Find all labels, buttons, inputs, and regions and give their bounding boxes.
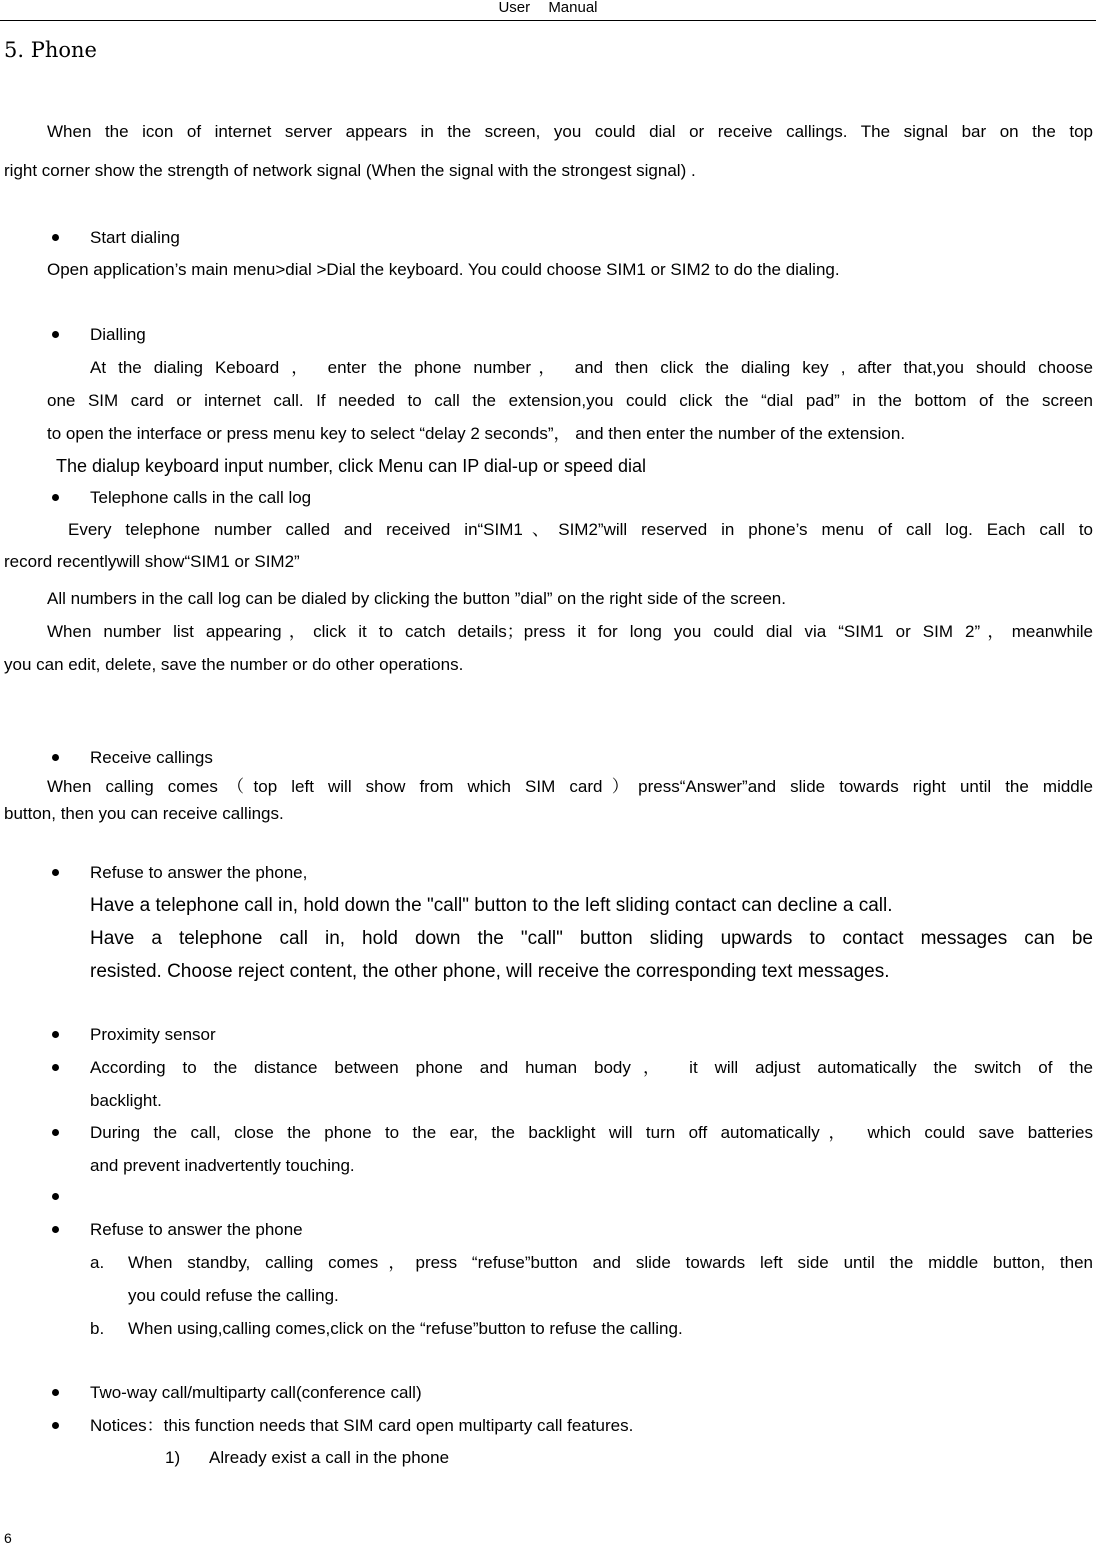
receive-heading: Receive callings xyxy=(90,748,213,767)
refuse2-a-line-2: you could refuse the calling. xyxy=(128,1286,339,1305)
call-log-line-3: All numbers in the call log can be dialed by clicking the button ”dial” on the right side of the screen. xyxy=(47,589,786,608)
refuse-heading: Refuse to answer the phone, xyxy=(90,863,308,882)
list-marker-b: b. xyxy=(90,1319,105,1338)
refuse2-a-line-1: When standby, calling comes，press “refuse”button and slide towards left side until the middle button, then xyxy=(128,1253,1093,1272)
multiparty-notice: Notices：this function needs that SIM card open multiparty call features. xyxy=(90,1416,634,1435)
bullet-icon xyxy=(52,1226,59,1233)
proximity-item-2-line-2: and prevent inadvertently touching. xyxy=(90,1156,355,1175)
dialling-note: The dialup keyboard input number, click Menu can IP dial-up or speed dial xyxy=(56,456,647,476)
dialling-line-3: to open the interface or press menu key to select “delay 2 seconds”， and then enter the number of the extension. xyxy=(47,424,906,443)
refuse-line-1: Have a telephone call in, hold down the "call" button to the left sliding contact can decline a call. xyxy=(90,895,893,916)
refuse-line-3: resisted. Choose reject content, the other phone, will receive the corresponding text messages. xyxy=(90,961,890,982)
call-log-line-1: Every telephone number called and received in“SIM1、SIM2”will reserved in phone’s menu of call log. Each call to xyxy=(68,520,1093,539)
call-log-heading: Telephone calls in the call log xyxy=(90,488,312,507)
intro-line-1: When the icon of internet server appears in the screen, you could dial or receive callings. The signal bar on the top xyxy=(47,122,1093,141)
bullet-icon xyxy=(52,754,59,761)
call-log-line-4: When number list appearing，click it to catch details；press it for long you could dial via “SIM1 or SIM 2”，meanwhile xyxy=(47,622,1093,641)
refuse-line-2: Have a telephone call in, hold down the "call" button sliding upwards to contact messages can be xyxy=(90,928,1093,949)
bullet-icon xyxy=(52,1129,59,1136)
bullet-icon xyxy=(52,869,59,876)
proximity-heading: Proximity sensor xyxy=(90,1025,216,1044)
proximity-item-2-line-1: During the call, close the phone to the ear, the backlight will turn off automatically， which could save batteries xyxy=(90,1123,1093,1142)
receive-line-1: When calling comes（top left will show from which SIM card）press“Answer”and slide towards right until the middle xyxy=(47,777,1093,796)
receive-line-2: button, then you can receive callings. xyxy=(4,804,284,823)
bullet-icon xyxy=(52,234,59,241)
section-title: 5. Phone xyxy=(4,38,97,62)
bullet-icon xyxy=(52,494,59,501)
refuse2-heading: Refuse to answer the phone xyxy=(90,1220,303,1239)
start-dialing-heading: Start dialing xyxy=(90,228,180,247)
dialling-line-2: one SIM card or internet call. If needed to call the extension,you could click the “dial pad” in the bottom of the screen xyxy=(47,391,1093,410)
refuse2-b-text: When using,calling comes,click on the “refuse”button to refuse the calling. xyxy=(128,1319,683,1338)
start-dialing-text: Open application’s main menu>dial >Dial the keyboard. You could choose SIM1 or SIM2 to do the dialing. xyxy=(47,260,840,279)
call-log-line-2: record recentlywill show“SIM1 or SIM2” xyxy=(4,552,300,571)
list-marker-a: a. xyxy=(90,1253,105,1272)
multiparty-heading: Two-way call/multiparty call(conference call) xyxy=(90,1383,422,1402)
bullet-icon xyxy=(52,1389,59,1396)
header-manual: Manual xyxy=(548,0,598,16)
bullet-icon xyxy=(52,1064,59,1071)
bullet-icon xyxy=(52,1422,59,1429)
dialling-heading: Dialling xyxy=(90,325,146,344)
bullet-icon xyxy=(52,331,59,338)
call-log-line-5: you can edit, delete, save the number or do other operations. xyxy=(4,655,464,674)
dialling-line-1: At the dialing Keboard ， enter the phone number， and then click the dialing key , after that,you should choose xyxy=(90,358,1093,377)
proximity-item-1-line-1: According to the distance between phone and human body， it will adjust automatically the switch of the xyxy=(90,1058,1093,1077)
header-user: User xyxy=(498,0,531,16)
intro-line-2: right corner show the strength of network signal (When the signal with the strongest signal) . xyxy=(4,161,696,180)
proximity-item-1-line-2: backlight. xyxy=(90,1091,162,1110)
step-marker-1: 1) xyxy=(165,1448,181,1467)
bullet-icon xyxy=(52,1193,59,1200)
page-header xyxy=(0,0,1096,21)
page-number: 6 xyxy=(4,1530,12,1546)
bullet-icon xyxy=(52,1031,59,1038)
multiparty-step-1: Already exist a call in the phone xyxy=(209,1448,450,1467)
